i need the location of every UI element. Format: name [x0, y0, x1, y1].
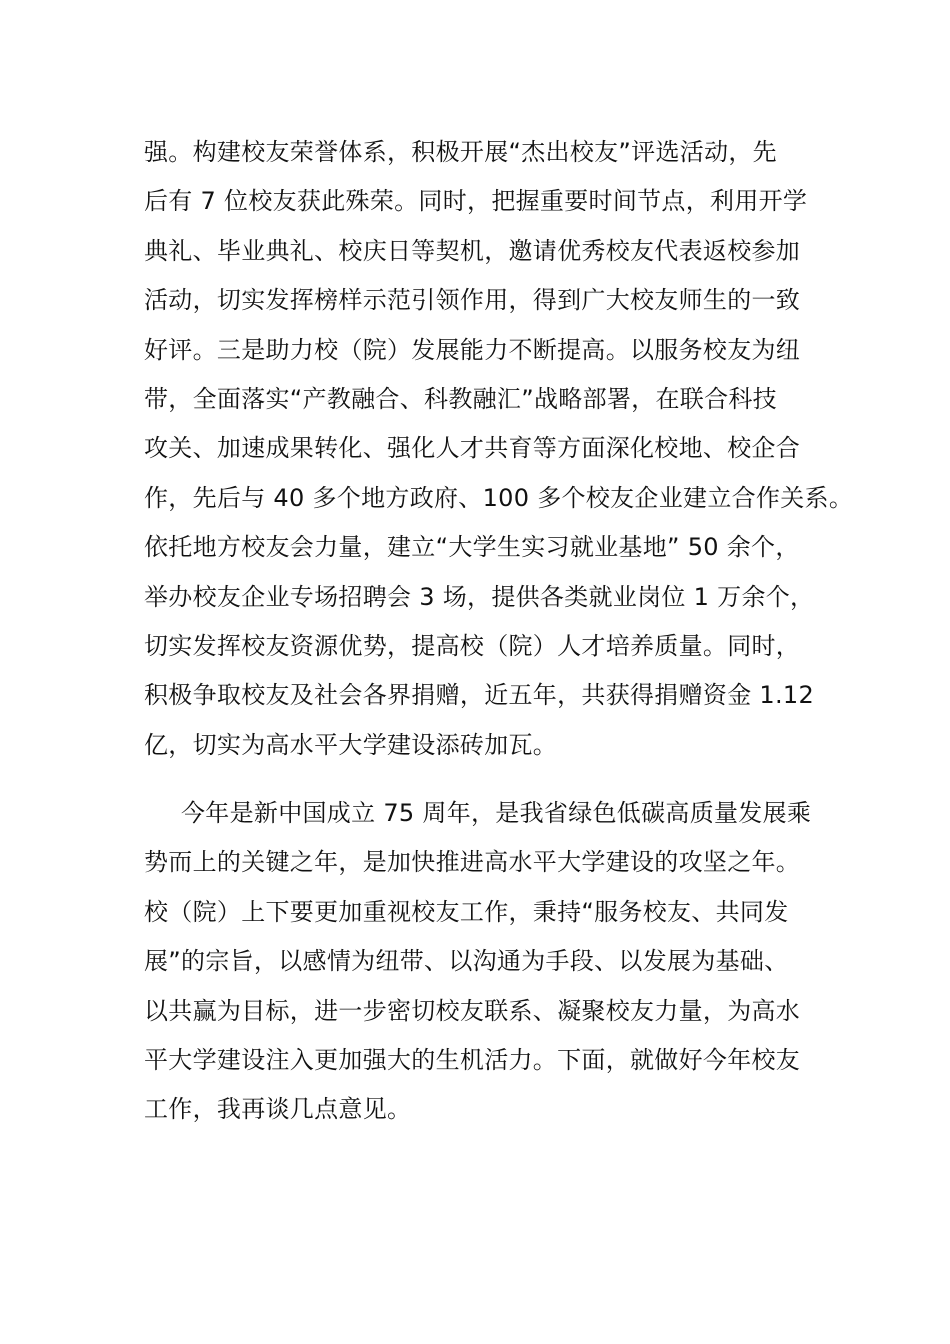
text-line: 今年是新中国成立 75 周年，是我省绿色低碳高质量发展乘: [181, 799, 812, 827]
text-line: 作，先后与 40 多个地方政府、100 多个校友企业建立合作关系。: [144, 483, 854, 512]
text-line: 亿，切实为高水平大学建设添砖加瓦。: [144, 730, 558, 759]
paragraph-this-year-work: [144, 789, 834, 1135]
text-line: 典礼、毕业典礼、校庆日等契机，邀请优秀校友代表返校参加: [144, 236, 801, 265]
text-line: 好评。三是助力校（院）发展能力不断提高。以服务校友为纽: [144, 335, 801, 364]
text-line: 工作，我再谈几点意见。: [144, 1095, 412, 1124]
text-line: 后有 7 位校友获此殊荣。同时，把握重要时间节点，利用开学: [144, 187, 808, 216]
text-line: 依托地方校友会力量，建立“大学生实习就业基地” 50 余个，: [144, 533, 800, 562]
text-line: 积极争取校友及社会各界捐赠，近五年，共获得捐赠资金 1.12: [144, 681, 815, 710]
text-line: 攻关、加速成果转化、强化人才共育等方面深化校地、校企合: [144, 434, 801, 463]
text-line: 强。构建校友荣誉体系，积极开展“杰出校友”评选活动，先: [144, 138, 777, 166]
text-line: 校（院）上下要更加重视校友工作，秉持“服务校友、共同发: [144, 897, 789, 926]
text-line: 势而上的关键之年，是加快推进高水平大学建设的攻坚之年。: [144, 848, 801, 877]
text-line: 带，全面落实“产教融合、科教融汇”战略部署，在联合科技: [144, 384, 777, 413]
text-line: 举办校友企业专场招聘会 3 场，提供各类就业岗位 1 万余个，: [144, 582, 815, 611]
text-line: 以共赢为目标，进一步密切校友联系、凝聚校友力量，为高水: [144, 996, 801, 1025]
text-line: 平大学建设注入更加强大的生机活力。下面，就做好今年校友: [144, 1045, 801, 1074]
text-line: 展”的宗旨，以感情为纽带、以沟通为手段、以发展为基础、: [144, 947, 789, 976]
text-line: 切实发挥校友资源优势，提高校（院）人才培养质量。同时，: [144, 631, 801, 660]
paragraph-alumni-achievements: [144, 128, 854, 770]
text-line: 活动，切实发挥榜样示范引领作用，得到广大校友师生的一致: [144, 286, 801, 315]
